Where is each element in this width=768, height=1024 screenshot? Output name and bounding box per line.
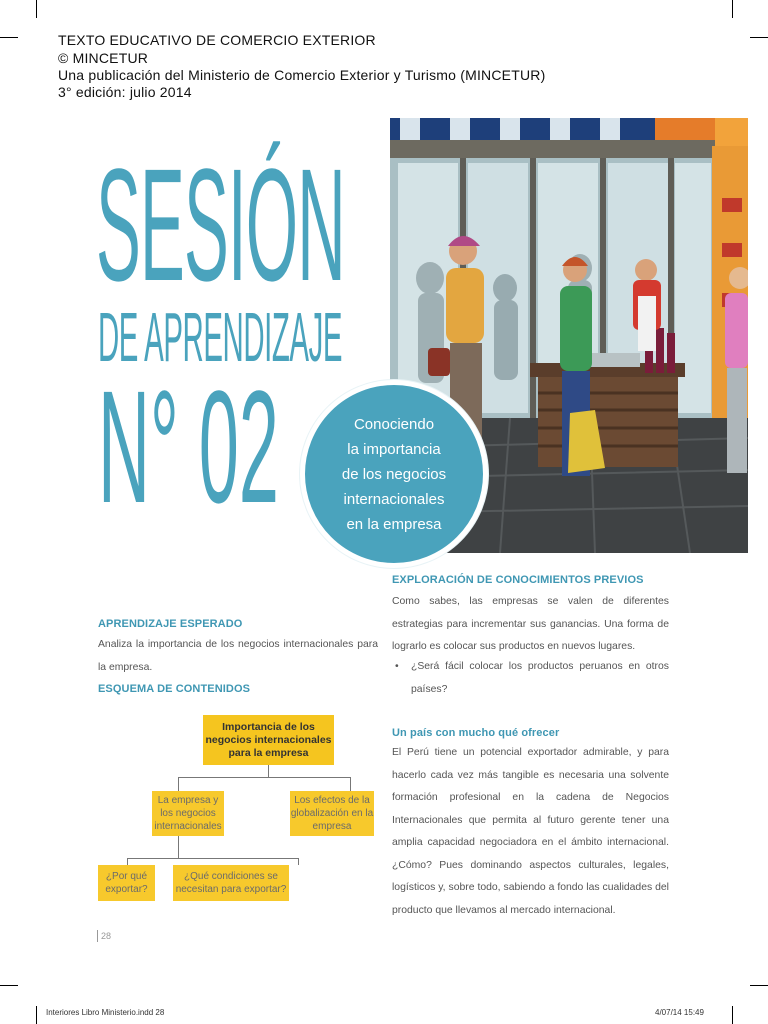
aprendizaje-heading: APRENDIZAJE ESPERADO [98,618,243,630]
crop-mark [36,0,37,18]
diagram-left-box: La empresa y los negocios internacionales [152,791,224,836]
esquema-heading: ESQUEMA DE CONTENIDOS [98,683,251,695]
footer-file: Interiores Libro Ministerio.indd 28 [46,1008,165,1017]
crop-mark [732,1006,733,1024]
page-number: 28 [97,930,111,942]
diagram-root-box: Importancia de los negocios internacionales para la empresa [203,715,334,765]
header-title: TEXTO EDUCATIVO DE COMERCIO EXTERIOR [58,32,376,48]
crop-mark [732,0,733,18]
connector [268,765,269,777]
exploracion-heading: EXPLORACIÓN DE CONOCIMIENTOS PREVIOS [392,574,644,586]
connector [127,858,128,865]
footer-timestamp: 4/07/14 15:49 [655,1008,704,1017]
title-de-aprendizaje: DE APRENDIZAJE [98,298,343,376]
connector [127,858,298,859]
connector [178,777,350,778]
topic-line: en la empresa [346,515,442,533]
header-edition: 3° edición: julio 2014 [58,84,192,100]
crop-mark [750,985,768,986]
connector [298,858,299,865]
bullet-dot: • [395,661,399,672]
crop-mark [750,37,768,38]
connector [350,777,351,791]
header-copyright: © MINCETUR [58,50,149,66]
title-sesion: SESIÓN [96,135,345,314]
topic-line: de los negocios [341,465,447,483]
crop-mark [36,1006,37,1024]
crop-mark [0,985,18,986]
exploracion-text: Como sabes, las empresas se valen de diferentes estrategias para incrementar sus ganancias. Una forma de lograrlo es colocar sus productos en nuevos lugares. [392,596,669,652]
connector [178,777,179,791]
aprendizaje-text: Analiza la importancia de los negocios internacionales para la empresa. [98,639,378,673]
session-topic-circle [300,380,488,568]
connector [178,836,179,858]
exploracion-bullet: ¿Será fácil colocar los productos peruanos en otros países? [411,661,669,695]
diagram-leaf-box: ¿Por qué exportar? [98,865,155,901]
pais-heading: Un país con mucho qué ofrecer [392,727,560,739]
topic-line: Conociendo [353,415,435,433]
header-publisher: Una publicación del Ministerio de Comercio Exterior y Turismo (MINCETUR) [58,67,546,83]
topic-line: internacionales [343,490,445,508]
pais-text: El Perú tiene un potencial exportador admirable, y para hacerlo cada vez más tangible es necesaria una solvente formación profesional en la cadena de Negocios Internacionales que permita al futuro gerente tener una amplia capacidad negociadora en el ámbito internacional. ¿Cómo? Pues dominando aspectos culturales, legales, logísticos y, sobre todo, sabiendo a fondo las cualidades del producto que llevamos al mercado internacional. [392,747,669,916]
title-number: N° 02 [98,357,279,536]
topic-line: la importancia [347,440,441,458]
diagram-leaf-box: ¿Qué condiciones se necesitan para exportar? [173,865,289,901]
diagram-right-box: Los efectos de la globalización en la empresa [290,791,374,836]
crop-mark [0,37,18,38]
